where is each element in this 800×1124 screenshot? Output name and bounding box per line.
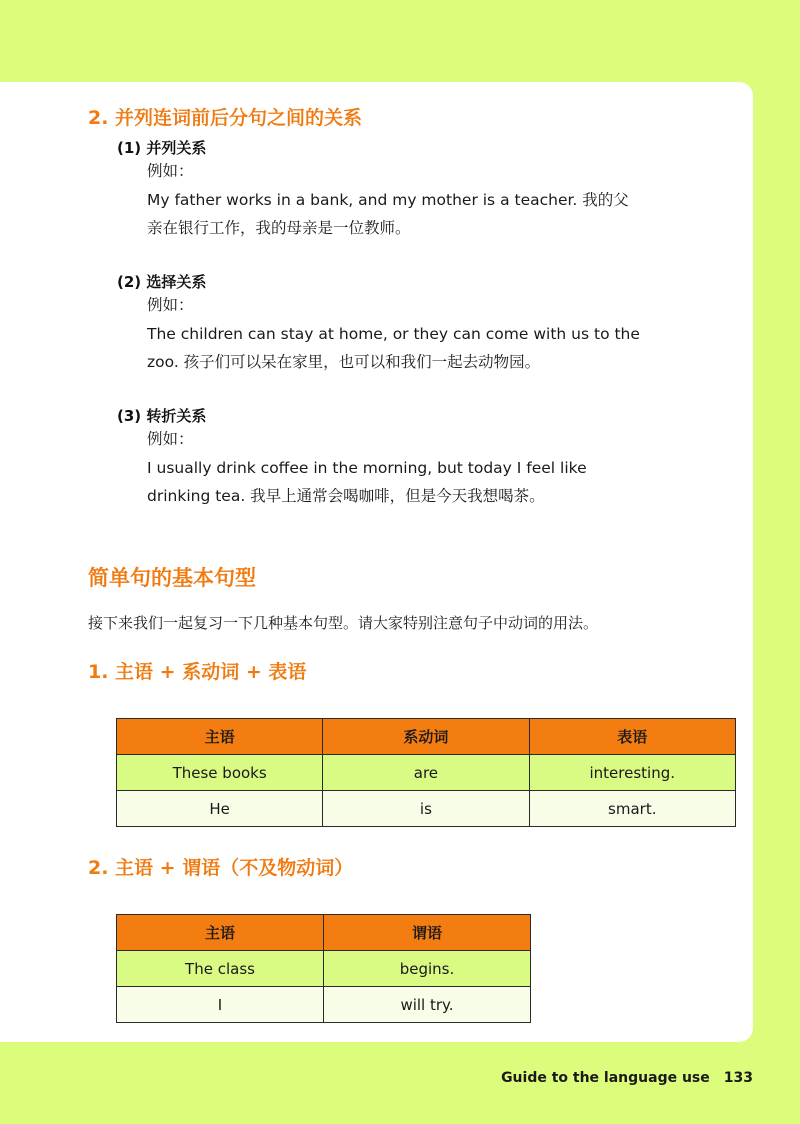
chapter-heading: 简单句的基本句型: [88, 566, 256, 590]
pattern1-table: [116, 718, 736, 827]
example-line: My father works in a bank, and my mother is a teacher. 我的父: [147, 191, 629, 209]
table-header-row: [117, 719, 736, 755]
table-cell: is: [323, 791, 529, 827]
table-row: [117, 791, 736, 827]
table-header-row: [117, 915, 531, 951]
subsection-label: (2) 选择关系: [117, 273, 207, 291]
table-row: [117, 987, 531, 1023]
column-header: 系动词: [323, 719, 529, 755]
example-label: 例如：: [147, 162, 194, 180]
example-line: 亲在银行工作，我的母亲是一位教师。: [147, 219, 411, 237]
table-cell: are: [323, 755, 529, 791]
example-line: I usually drink coffee in the morning, but today I feel like: [147, 459, 587, 477]
example-line: The children can stay at home, or they can come with us to the: [147, 325, 640, 343]
table-row: [117, 951, 531, 987]
page-footer: [501, 1070, 753, 1086]
table-cell: interesting.: [529, 755, 736, 791]
example-line: drinking tea. 我早上通常会喝咖啡，但是今天我想喝茶。: [147, 487, 545, 505]
section-heading: 2. 并列连词前后分句之间的关系: [88, 107, 363, 129]
table-cell: smart.: [529, 791, 736, 827]
column-header: 主语: [117, 915, 324, 951]
subsection-label: (3) 转折关系: [117, 407, 207, 425]
subsection-label: (1) 并列关系: [117, 139, 207, 157]
column-header: 主语: [117, 719, 323, 755]
table-cell: will try.: [324, 987, 531, 1023]
table-cell: These books: [117, 755, 323, 791]
footer-text: Guide to the language use: [501, 1070, 710, 1086]
pattern-heading: 2. 主语 + 谓语（不及物动词）: [88, 857, 354, 879]
example-line: zoo. 孩子们可以呆在家里，也可以和我们一起去动物园。: [147, 353, 541, 371]
table-cell: I: [117, 987, 324, 1023]
example-label: 例如：: [147, 430, 194, 448]
page-number: 133: [723, 1070, 753, 1086]
intro-text: 接下来我们一起复习一下几种基本句型。请大家特别注意句子中动词的用法。: [88, 614, 599, 632]
table-cell: He: [117, 791, 323, 827]
table-cell: The class: [117, 951, 324, 987]
table-cell: begins.: [324, 951, 531, 987]
table-row: [117, 755, 736, 791]
example-label: 例如：: [147, 296, 194, 314]
column-header: 谓语: [324, 915, 531, 951]
pattern2-table: [116, 914, 531, 1023]
column-header: 表语: [529, 719, 736, 755]
pattern-heading: 1. 主语 + 系动词 + 表语: [88, 661, 307, 683]
